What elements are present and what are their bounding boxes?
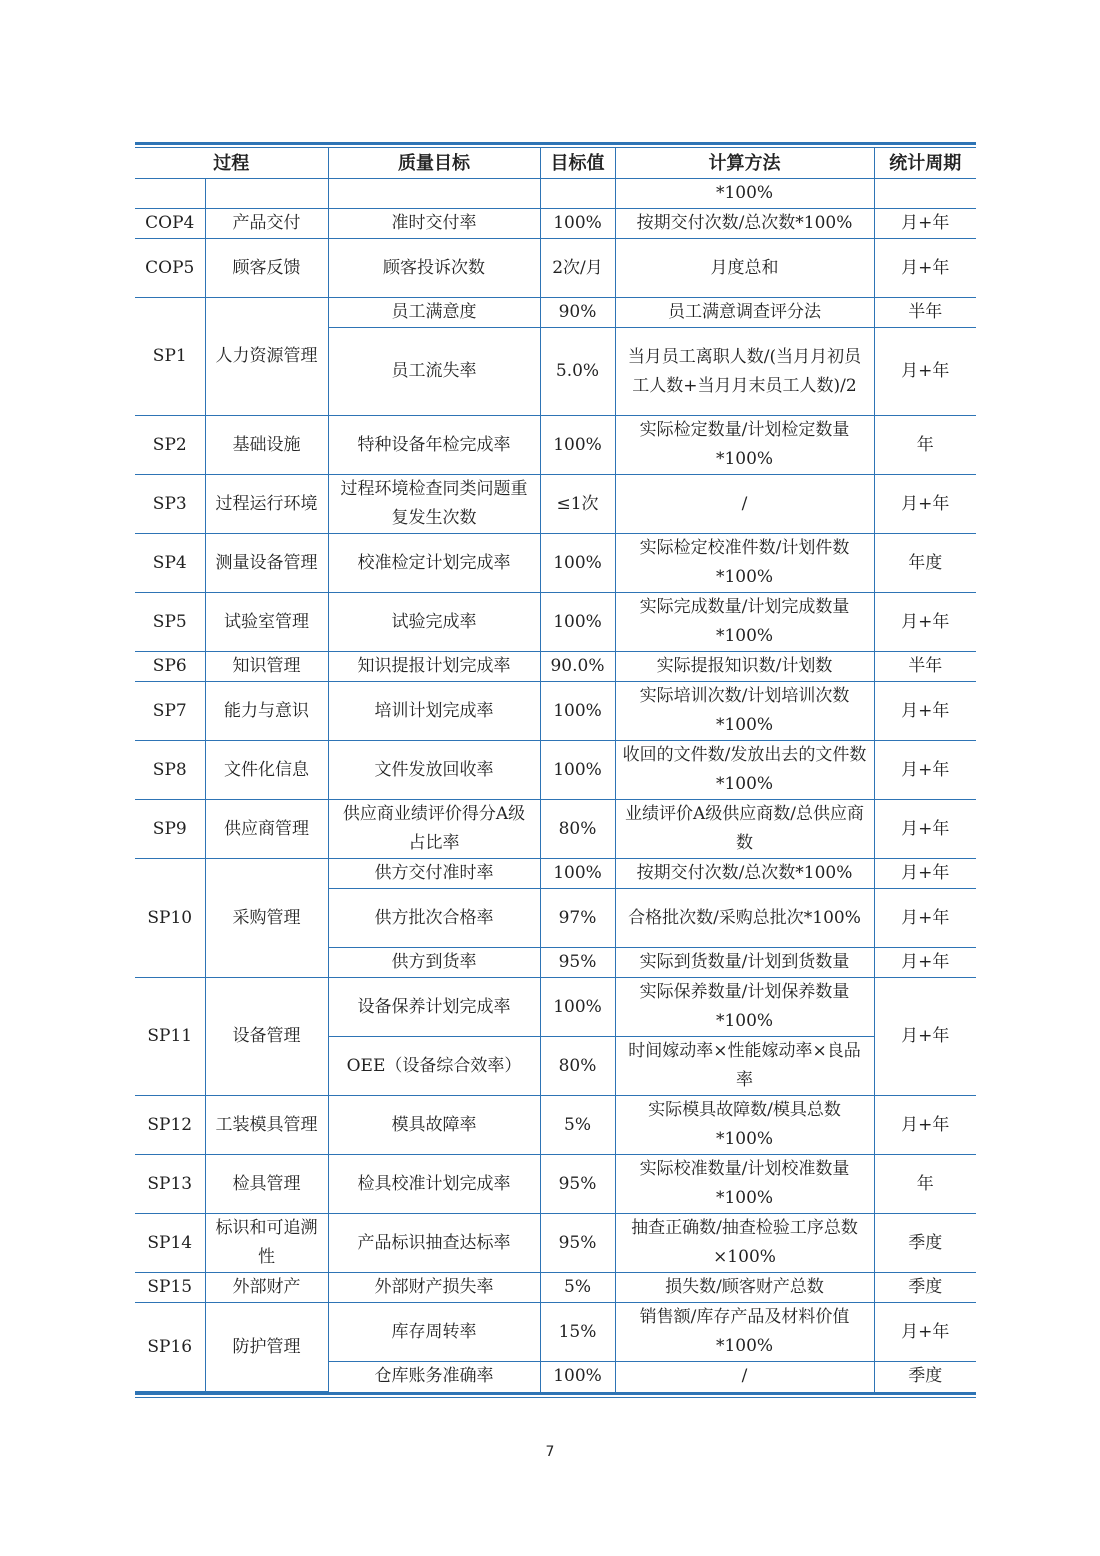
cell-period: 年度 [874,534,976,593]
cell-code: SP5 [135,593,205,652]
cell-method: 收回的文件数/发放出去的文件数*100% [615,741,874,800]
cell-period: 月+年 [874,741,976,800]
cell-method: 按期交付次数/总次数*100% [615,859,874,889]
header-period: 统计周期 [874,148,976,179]
cell-goal: 校准检定计划完成率 [328,534,540,593]
table-row-sp2 [135,416,976,475]
cell-method: / [615,1362,874,1392]
cell-process: 基础设施 [205,416,328,475]
cell-period: 月+年 [874,1303,976,1362]
cell-code: SP11 [135,978,205,1096]
cell-period: 季度 [874,1214,976,1273]
cell-code: SP1 [135,298,205,416]
cell-code: SP7 [135,682,205,741]
cell-goal: 模具故障率 [328,1096,540,1155]
cell-process: 能力与意识 [205,682,328,741]
cell-process: 工装模具管理 [205,1096,328,1155]
table-row-sp10-a [135,859,976,889]
cell-goal: 过程环境检查同类问题重复发生次数 [328,475,540,534]
table-row-sp3 [135,475,976,534]
cell-method: 当月员工离职人数/(当月月初员工人数+当月月末员工人数)/2 [615,328,874,416]
cell-method: 合格批次数/采购总批次*100% [615,889,874,948]
table-row-sp6 [135,652,976,682]
cell-process: 标识和可追溯性 [205,1214,328,1273]
cell-period: 月+年 [874,948,976,978]
cell-method: 按期交付次数/总次数*100% [615,209,874,239]
cell-period: 月+年 [874,593,976,652]
cell-method: *100% [615,179,874,209]
cell-method: 时间嫁动率×性能嫁动率×良品率 [615,1037,874,1096]
cell-code: SP16 [135,1303,205,1392]
cell-process: 测量设备管理 [205,534,328,593]
cell-period: 月+年 [874,1096,976,1155]
header-target: 目标值 [540,148,615,179]
table-row-sp8 [135,741,976,800]
header-row [135,148,976,179]
cell-target: 15% [540,1303,615,1362]
cell-goal: 文件发放回收率 [328,741,540,800]
cell-process: 外部财产 [205,1273,328,1303]
cell-target: 95% [540,1155,615,1214]
cell-target: 100% [540,209,615,239]
quality-objectives-table [135,148,976,1392]
cell-target: 100% [540,978,615,1037]
cell-method: 实际校准数量/计划校准数量*100% [615,1155,874,1214]
cell-target: 5.0% [540,328,615,416]
cell-method: 业绩评价A级供应商数/总供应商数 [615,800,874,859]
table-row-sp14 [135,1214,976,1273]
cell-period: 月+年 [874,859,976,889]
cell-period: 月+年 [874,209,976,239]
cell-goal: 供应商业绩评价得分A级占比率 [328,800,540,859]
cell-code: SP12 [135,1096,205,1155]
cell-target: 95% [540,948,615,978]
cell-method: 实际完成数量/计划完成数量*100% [615,593,874,652]
cell-goal: 设备保养计划完成率 [328,978,540,1037]
cell-process: 供应商管理 [205,800,328,859]
cell-goal: 供方交付准时率 [328,859,540,889]
cell-goal: 顾客投诉次数 [328,239,540,298]
cell-method: 实际保养数量/计划保养数量*100% [615,978,874,1037]
cell-goal: 供方批次合格率 [328,889,540,948]
cell-process: 过程运行环境 [205,475,328,534]
header-process: 过程 [135,148,328,179]
table-row-sp4 [135,534,976,593]
cell-target: 100% [540,416,615,475]
cell-method: 实际培训次数/计划培训次数*100% [615,682,874,741]
cell-method: 月度总和 [615,239,874,298]
cell-process: 产品交付 [205,209,328,239]
cell-code [135,179,205,209]
cell-target: 100% [540,534,615,593]
cell-target: 90.0% [540,652,615,682]
cell-code: SP3 [135,475,205,534]
cell-target: 97% [540,889,615,948]
cell-goal: 员工满意度 [328,298,540,328]
cell-method: / [615,475,874,534]
cell-code: SP13 [135,1155,205,1214]
page-number: 7 [545,1444,555,1460]
cell-goal: 仓库账务准确率 [328,1362,540,1392]
cell-method: 实际检定校准件数/计划件数*100% [615,534,874,593]
cell-process: 试验室管理 [205,593,328,652]
cell-target: 80% [540,800,615,859]
cell-process [205,179,328,209]
cell-target: 2次/月 [540,239,615,298]
cell-target: 100% [540,1362,615,1392]
cell-period: 月+年 [874,328,976,416]
cell-code: SP2 [135,416,205,475]
cell-period: 季度 [874,1362,976,1392]
cell-period: 半年 [874,652,976,682]
cell-process: 知识管理 [205,652,328,682]
cell-period: 月+年 [874,239,976,298]
cell-goal: 培训计划完成率 [328,682,540,741]
cell-goal: 准时交付率 [328,209,540,239]
cell-method: 实际模具故障数/模具总数*100% [615,1096,874,1155]
table-row-sp9 [135,800,976,859]
cell-period: 年 [874,416,976,475]
cell-goal: OEE（设备综合效率） [328,1037,540,1096]
cell-target: 5% [540,1096,615,1155]
cell-goal: 库存周转率 [328,1303,540,1362]
cell-code: SP14 [135,1214,205,1273]
cell-process: 防护管理 [205,1303,328,1392]
cell-process: 顾客反馈 [205,239,328,298]
cell-target: 80% [540,1037,615,1096]
cell-period: 年 [874,1155,976,1214]
table-row-sp16-a [135,1303,976,1362]
cell-code: SP15 [135,1273,205,1303]
cell-goal: 试验完成率 [328,593,540,652]
cell-code: SP6 [135,652,205,682]
cell-process: 人力资源管理 [205,298,328,416]
header-method: 计算方法 [615,148,874,179]
cell-target: 100% [540,741,615,800]
cell-method: 损失数/顾客财产总数 [615,1273,874,1303]
cell-target: 90% [540,298,615,328]
cell-target: 100% [540,593,615,652]
cell-code: SP8 [135,741,205,800]
cell-period: 月+年 [874,475,976,534]
cell-goal: 员工流失率 [328,328,540,416]
cell-goal: 特种设备年检完成率 [328,416,540,475]
cell-period: 季度 [874,1273,976,1303]
cell-period: 半年 [874,298,976,328]
table-row-sp12 [135,1096,976,1155]
cell-goal: 知识提报计划完成率 [328,652,540,682]
cell-method: 员工满意调查评分法 [615,298,874,328]
cell-target: 100% [540,682,615,741]
cell-target: ≤1次 [540,475,615,534]
cell-goal: 供方到货率 [328,948,540,978]
cell-target [540,179,615,209]
cell-period: 月+年 [874,800,976,859]
header-goal: 质量目标 [328,148,540,179]
table-row-sp15 [135,1273,976,1303]
table-row-sp1-a [135,298,976,328]
cell-period: 月+年 [874,682,976,741]
table-row-cop4 [135,209,976,239]
cell-code: SP9 [135,800,205,859]
cell-goal: 产品标识抽查达标率 [328,1214,540,1273]
cell-method: 实际检定数量/计划检定数量*100% [615,416,874,475]
cell-code: COP4 [135,209,205,239]
cell-process: 设备管理 [205,978,328,1096]
cell-target: 95% [540,1214,615,1273]
cell-goal: 检具校准计划完成率 [328,1155,540,1214]
cell-code: COP5 [135,239,205,298]
quality-objectives-table-wrap [135,142,976,1398]
table-row-sp7 [135,682,976,741]
cell-method: 销售额/库存产品及材料价值*100% [615,1303,874,1362]
cell-period [874,179,976,209]
cell-code: SP4 [135,534,205,593]
cell-process: 文件化信息 [205,741,328,800]
table-bottom-rule [135,1392,976,1398]
table-row-cop5 [135,239,976,298]
cell-method: 实际到货数量/计划到货数量 [615,948,874,978]
table-row-sp13 [135,1155,976,1214]
table-row-continued [135,179,976,209]
cell-code: SP10 [135,859,205,978]
cell-method: 实际提报知识数/计划数 [615,652,874,682]
cell-goal [328,179,540,209]
cell-process: 采购管理 [205,859,328,978]
cell-process: 检具管理 [205,1155,328,1214]
cell-goal: 外部财产损失率 [328,1273,540,1303]
cell-method: 抽查正确数/抽查检验工序总数×100% [615,1214,874,1273]
cell-period: 月+年 [874,889,976,948]
table-row-sp5 [135,593,976,652]
cell-target: 100% [540,859,615,889]
cell-target: 5% [540,1273,615,1303]
cell-period: 月+年 [874,978,976,1096]
table-row-sp11-a [135,978,976,1037]
